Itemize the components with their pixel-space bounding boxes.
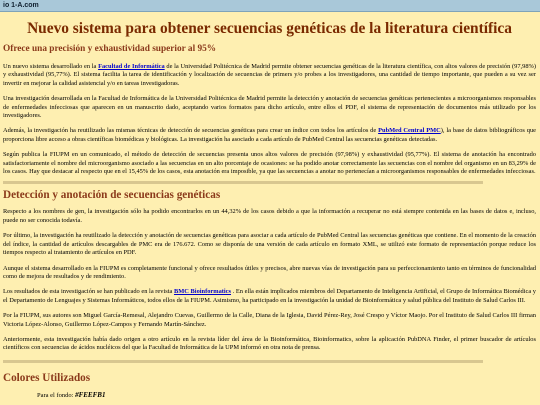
link-bmc-bioinformatics[interactable]: BMC Bioinformatics (173, 288, 231, 296)
paragraph: Según publica la FIUPM en un comunicado, el método de detección de secuencias presenta unos altos valores de precisión (97,98%) y exhaustividad (95,77%). El sistema de anotación ha encontrado satisfactoriamente el nombre del microorganismo asociado a las secuencias en un alto porcentaje de ocasiones: se ha podido anotar correctamente las secuencias con el nombre del organismo en un 83,29% de los casos. Hay que destacar al respecto que en el 15,45% de los casos, esta anotación era imposible, ya que las secuencias a anotar no pertenecían a microorganismos responsables de enfermedades infecciosas. (3, 151, 536, 176)
paragraph: Anteriormente, esta investigación había dado origen a otro artículo en la revista líder del área de la Bioinformática, Bioinformatics, sobre la aplicación PubDNA Finder, el primer buscador de artículos científicos con secuencias de ácidos nucléicos del que la Facultad de Informática de la UPM informó en otra nota de prensa. (3, 335, 536, 352)
paragraph: Aunque el sistema desarrollado en la FIUPM es completamente funcional y ofrece resultados útiles y precisos, abre nuevas vías de investigación para su perfeccionamiento tanto en términos de funcionalidad como de mejora de resultados y de rendimiento. (3, 264, 536, 280)
paragraph (3, 288, 536, 305)
page-title: Nuevo sistema para obtener secuencias genéticas de la literatura científica (27, 20, 512, 37)
text: de la Universidad Politécnica de Madrid permite obtener secuencias genéticas de la literatura científica, con altos valores de precisión (97,98%) y exhaustividad (95,77%). El sistema facilita la tarea de identificación y localización de secuencias de primers y/o probes a los investigadores, una cantidad de tiempo importante, que pueden a su vez ser invertir en mejorar la calidad asistencial y/o en tareas investigadoras. (3, 63, 536, 87)
section-divider (3, 360, 483, 363)
background-color-info (37, 391, 536, 399)
text: Además, la investigación ha reutilizado las mismas técnicas de detección de secuencias genéticas para crear un índice con todos los artículos de (3, 127, 379, 135)
text: ), la base de datos bibliográficos que proporciona libre acceso a obras científicas biomédicas y biológicas. La investigación ha asociado a cada artículo de PubMed Central las secuencias genéticas detectadas. (3, 127, 537, 143)
article (3, 11, 536, 399)
paragraph: Por la FIUPM, sus autores son Miguel García-Remesal, Alejandro Cuevas, Guillermo de la Calle, Diana de la Iglesia, David Pérez-Rey, José Crespo y Víctor Maojo. Por el Instituto de Salud Carlos III firman Victoria López-Alonso, Guillermo López-Campos y Fernando Martín-Sánchez. (3, 312, 536, 328)
color-label: Para el fondo: (37, 391, 76, 399)
color-value: #FEEFB1 (75, 390, 106, 399)
paragraph (3, 127, 536, 144)
section-heading: Detección y anotación de secuencias genéticas (3, 189, 221, 202)
paragraph: Por último, la investigación ha reutilizado la detección y anotación de secuencias genéticas para asociar a cada artículo de PubMed Central las secuencias genéticas que contiene. En el momento de la creación del índice, la cantidad de artículos descargables de PMC era de 176.672. Como se disponía de una versión de cada artículo en formato XML, se utilizó este formato de representación porque reduce los tiempos respecto al tratamiento de artículos en PDF. (3, 232, 536, 257)
text: Un nuevo sistema desarrollado en la (3, 63, 99, 70)
paragraph: Respecto a los nombres de gen, la investigación sólo ha podido encontrarlos en un 44,32% de los casos debido a que la información a recuperar no está siempre contenida en las bases de datos e, incluso, puede no ser conocida todavía. (3, 208, 536, 224)
site-name[interactable]: io 1-A.com (3, 2, 39, 9)
paragraph (3, 63, 536, 88)
text: Los resultados de esta investigación se han publicado en la revista (3, 288, 174, 296)
link-pubmed-central[interactable]: PubMed Central PMC (378, 127, 441, 135)
article-subtitle: Ofrece una precisión y exhaustividad superior al 95% (3, 44, 217, 54)
section-heading: Colores Utilizados (3, 371, 91, 384)
section-divider (3, 181, 483, 184)
paragraph: Una investigación desarrollada en la Facultad de Informática de la Universidad Politécnica de Madrid permite la detección y anotación de secuencias genéticas pertenecientes a microorganismos responsables de enfermedades infecciosas que aparecen en un manuscrito dado, aceptando varios formatos para dicho artículo, entre ellos el PDF, el sistema de representación de documentos más utilizado por los investigadores. (3, 95, 536, 120)
text: . En ella están implicados miembros del Departamento de Inteligencia Artificial, el Grupo de Informática Biomédica y el Departamento de Lenguajes y Sistemas Informáticos, todos ellos de la FIUPM. Asimismo, ha participado en la investigación la unidad de Bioinformática y salud pública del Instituto de Salud Carlos III. (3, 288, 536, 304)
link-facultad-informatica[interactable]: Facultad de Informática (98, 63, 165, 70)
